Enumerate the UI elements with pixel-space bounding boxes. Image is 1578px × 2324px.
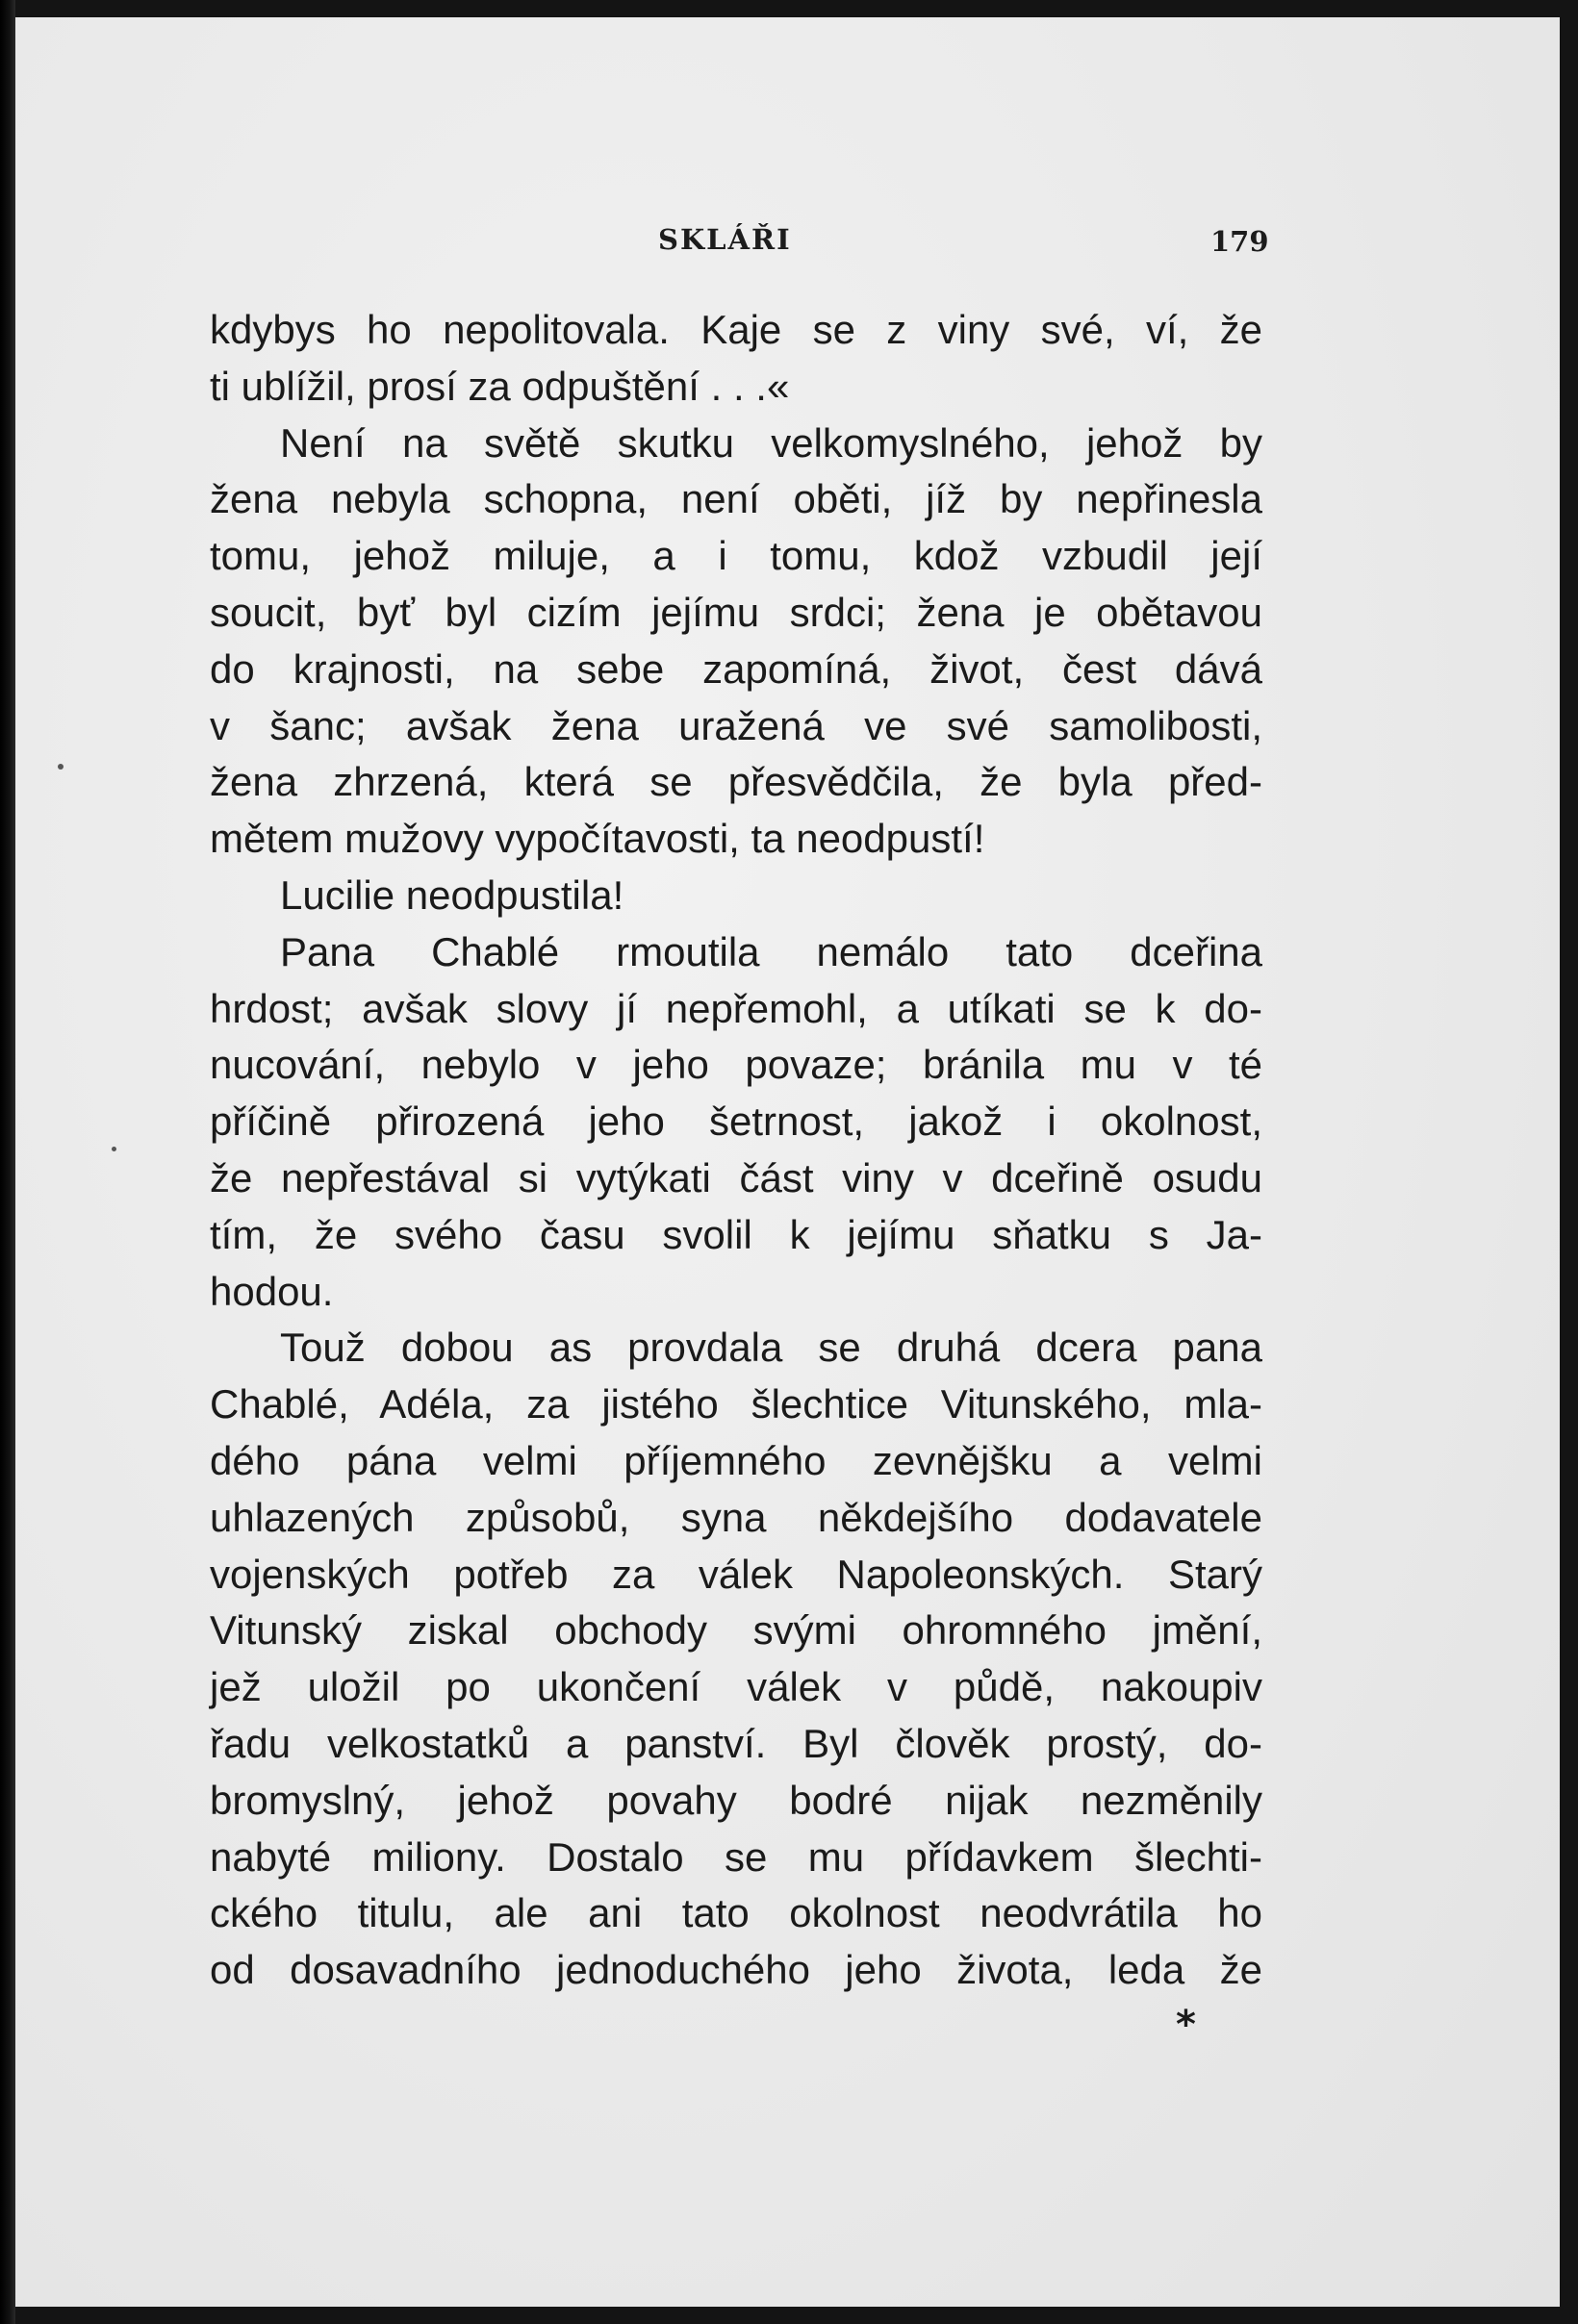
text-line: Není na světě skutku velkomyslného, jehož by	[280, 419, 1262, 466]
text-line: v šanc; avšak žena uražená ve své samolibosti,	[210, 702, 1262, 748]
page-number: 179	[1210, 225, 1269, 258]
text-line: kdybys ho nepolitovala. Kaje se z viny své, ví, že	[210, 307, 1262, 352]
text-line: že nepřestával si vytýkati část viny v dceřině osudu	[210, 1154, 1262, 1200]
text-line: dého pána velmi příjemného zevnějšku a velmi	[210, 1437, 1262, 1483]
text-line: tomu, jehož miluje, a i tomu, kdož vzbudil její	[210, 533, 1262, 579]
text-line: ti ublížil, prosí za odpuštění . . .«	[210, 363, 790, 409]
text-line: žena zhrzená, která se přesvědčila, že byla před-	[210, 759, 1262, 805]
text-line: vojenských potřeb za válek Napoleonských. Starý	[210, 1551, 1262, 1597]
signature-mark: *	[1176, 2003, 1196, 2047]
text-line: nucování, nebylo v jeho povaze; bránila mu v té	[210, 1042, 1262, 1088]
text-line: řadu velkostatků a panství. Byl člověk prostý, do-	[210, 1720, 1262, 1766]
text-line: žena nebyla schopna, není oběti, jíž by nepřinesla	[210, 476, 1262, 522]
paper-speck	[112, 1147, 116, 1151]
running-header	[0, 223, 1578, 271]
body-text	[210, 302, 1262, 1999]
text-line: soucit, byť byl cizím jejímu srdci; žena je obětavou	[210, 589, 1262, 635]
text-line: příčině přirozená jeho šetrnost, jakož i okolnost,	[210, 1099, 1262, 1145]
text-line: nabyté miliony. Dostalo se mu přídavkem šlechti-	[210, 1833, 1262, 1880]
text-line: hrdost; avšak slovy jí nepřemohl, a utíkati se k do-	[210, 985, 1262, 1031]
text-line: Pana Chablé rmoutila nemálo tato dceřina	[280, 928, 1262, 974]
text-line: do krajnosti, na sebe zapomíná, život, čest dává	[210, 645, 1262, 692]
text-line: bromyslný, jehož povahy bodré nijak nezměnily	[210, 1777, 1262, 1823]
text-line: hodou.	[210, 1268, 334, 1314]
text-line: tím, že svého času svolil k jejímu sňatku s Ja-	[210, 1211, 1262, 1257]
page-binding-edge	[0, 0, 15, 2324]
text-line: uhlazených způsobů, syna někdejšího dodavatele	[210, 1494, 1262, 1540]
running-title: SKLÁŘI	[658, 223, 792, 256]
text-line: Touž dobou as provdala se druhá dcera pana	[280, 1325, 1262, 1371]
text-line: ckého titulu, ale ani tato okolnost neodvrátila ho	[210, 1890, 1262, 1936]
text-line: mětem mužovy vypočítavosti, ta neodpustí!	[210, 816, 985, 862]
text-line: od dosavadního jednoduchého jeho života, leda že	[210, 1947, 1262, 1993]
text-line: jež uložil po ukončení válek v půdě, nakoupiv	[210, 1664, 1262, 1710]
paper-speck	[58, 764, 64, 770]
text-line: Lucilie neodpustila!	[280, 872, 624, 918]
text-line: Vitunský ziskal obchody svými ohromného jmění,	[210, 1607, 1262, 1654]
text-line: Chablé, Adéla, za jistého šlechtice Vitunského, mla-	[210, 1381, 1262, 1427]
